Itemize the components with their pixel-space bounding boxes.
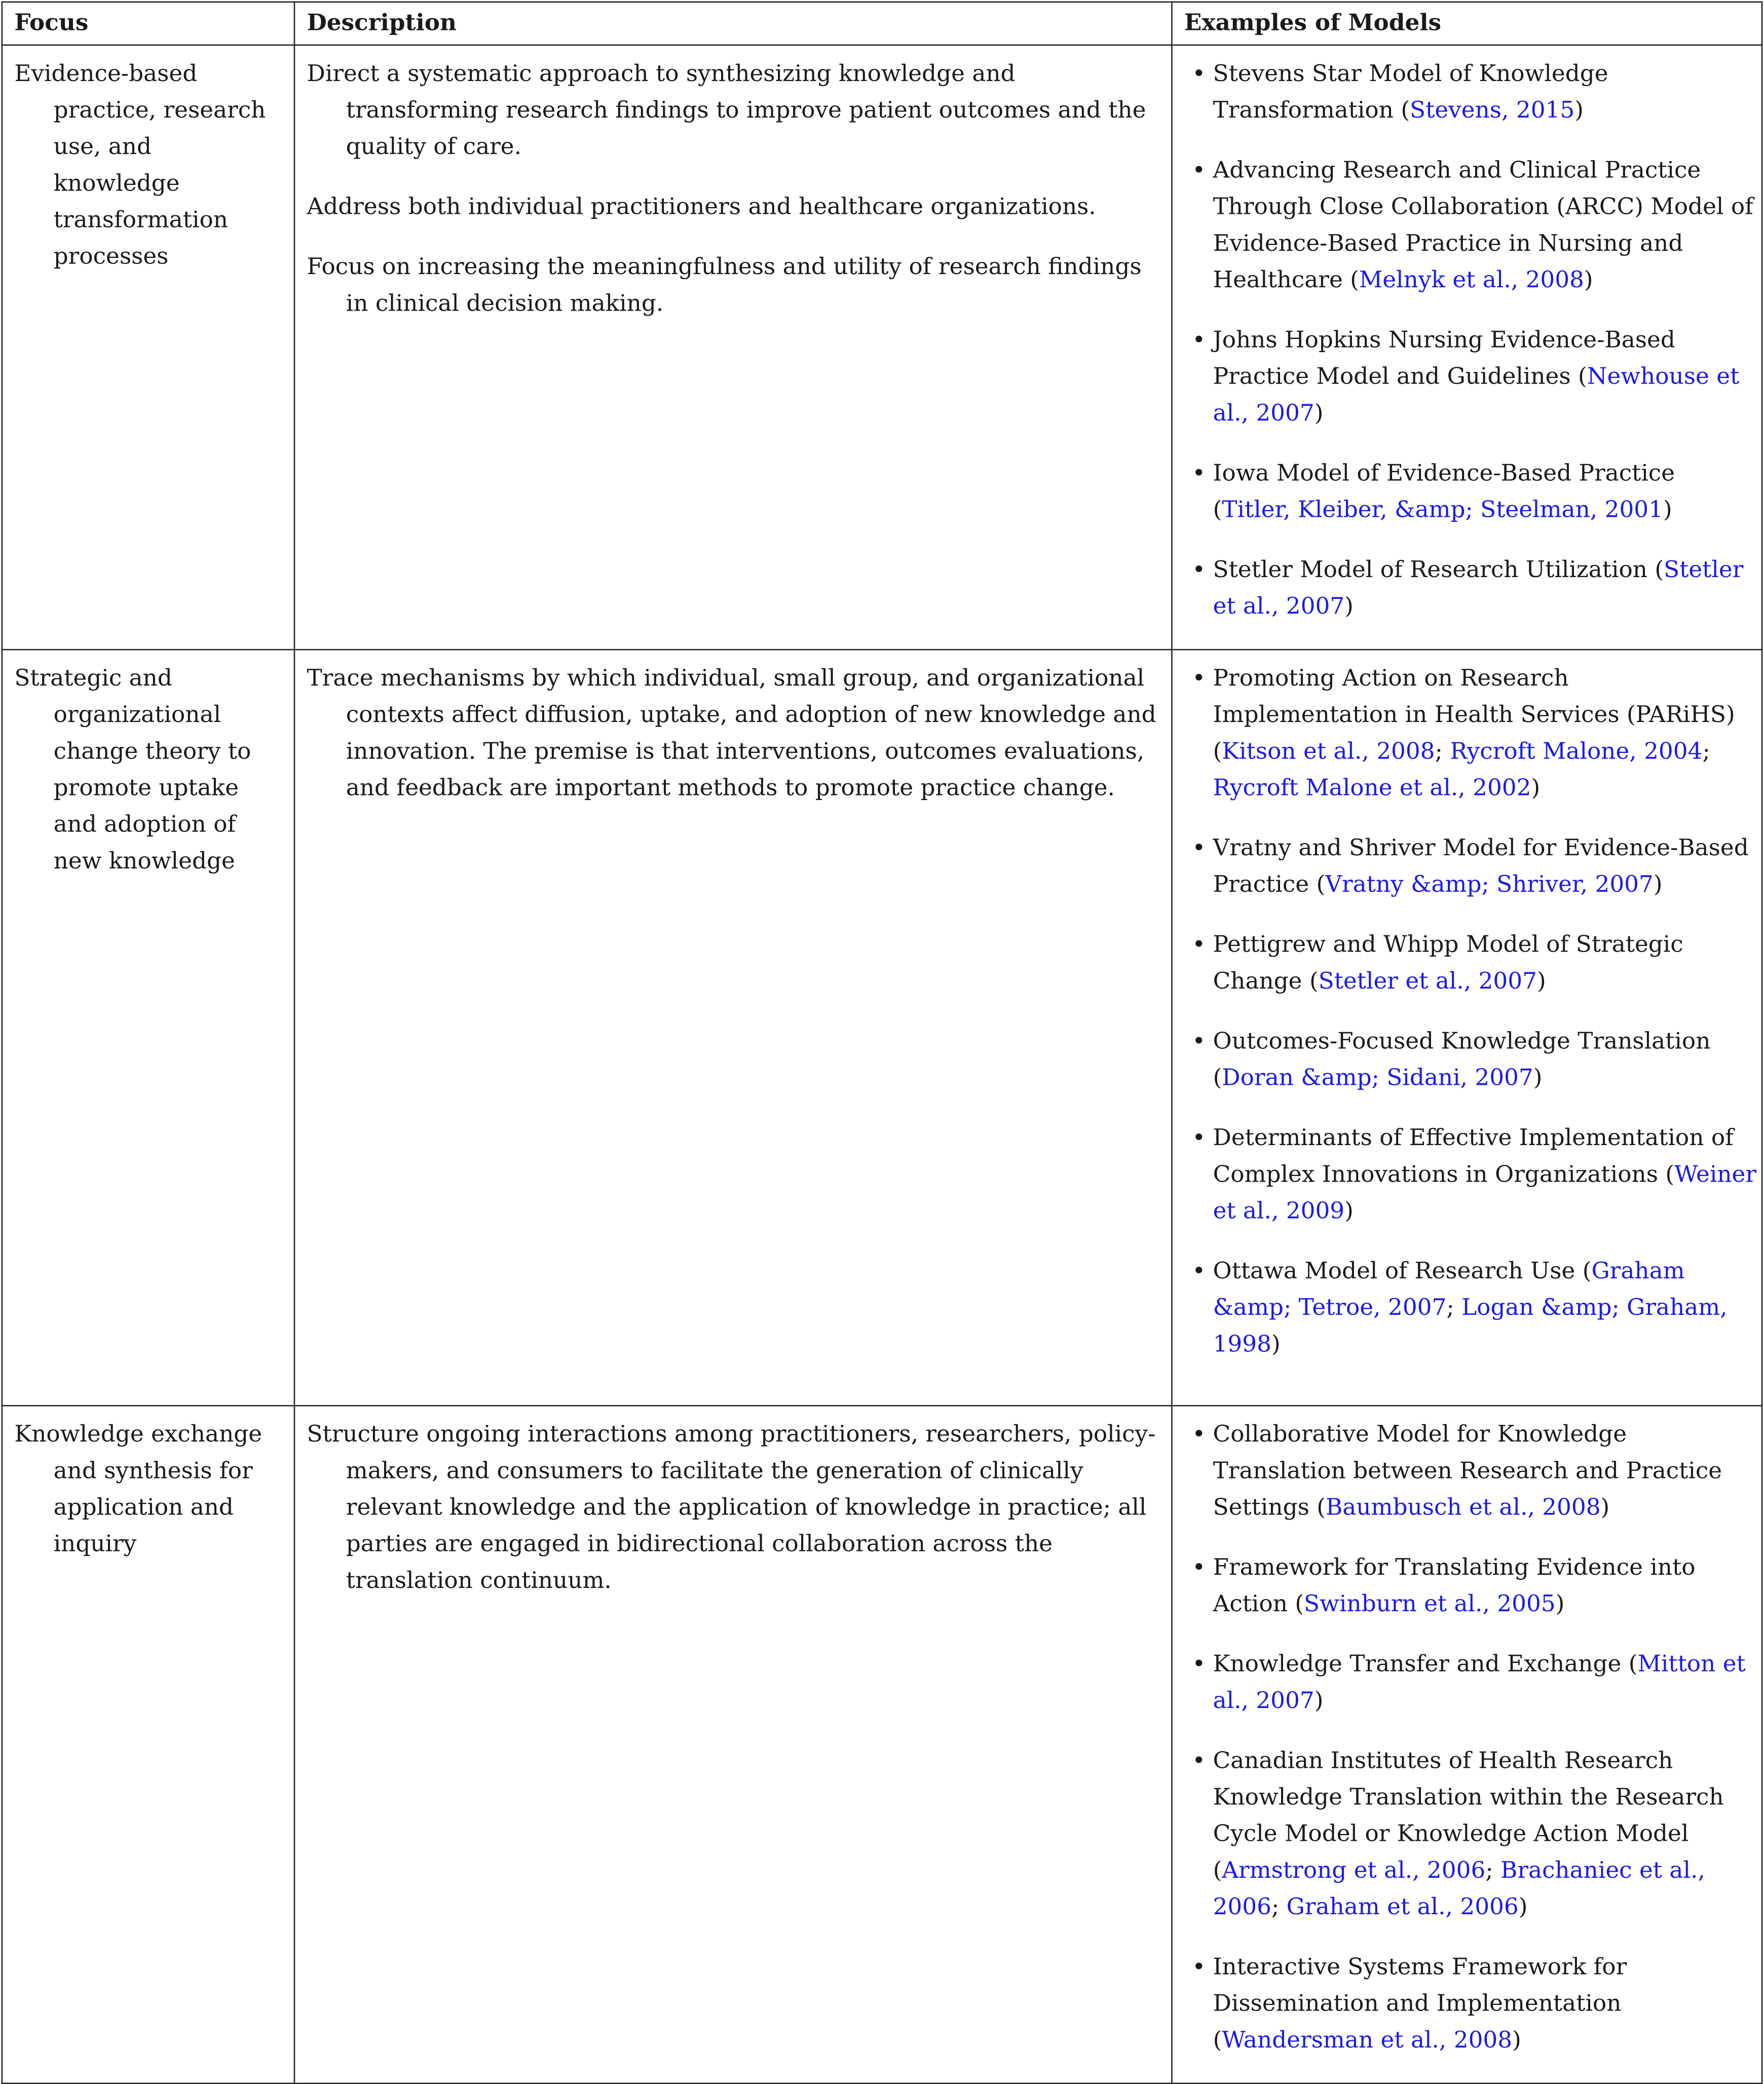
examples-cell <box>1172 650 1762 1406</box>
model-list-item: • Promoting Action on Research Implementation in Health Services (PARiHS) (Kitson et al., 2008; Rycroft Malone, 2004; Rycroft Malone et al., 2002) <box>1192 666 1735 802</box>
description-paragraph: Address both individual practitioners and healthcare organizations. <box>307 194 1096 221</box>
citation-link[interactable]: Wandersman et al., 2008 <box>1222 2028 1513 2054</box>
model-list-item: • Pettigrew and Whipp Model of Strategic Change (Stetler et al., 2007) <box>1192 932 1683 995</box>
table-row <box>2 45 1762 650</box>
table-row <box>2 650 1762 1406</box>
model-name: Framework for Translating Evidence into Action <box>1213 1555 1696 1618</box>
model-name: Advancing Research and Clinical Practice Through Close Collaboration (ARCC) Model of Evidence-Based Practice in Nursing and Healthcare <box>1213 158 1753 294</box>
model-list-item: • Advancing Research and Clinical Practice Through Close Collaboration (ARCC) Model of Evidence-Based Practice in Nursing and Healthcare (Melnyk et al., 2008) <box>1192 158 1753 294</box>
citation-link[interactable]: Titler, Kleiber, &amp; Steelman, 2001 <box>1222 497 1663 524</box>
model-list-item: • Stetler Model of Research Utilization (Stetler et al., 2007) <box>1192 557 1744 621</box>
description-cell <box>294 45 1172 650</box>
description-paragraph: Focus on increasing the meaningfulness and utility of research findings in clinical decision making. <box>307 254 1142 318</box>
description-paragraph: Trace mechanisms by which individual, small group, and organizational contexts affect diffusion, uptake, and adoption of new knowledge and innovation. The premise is that interventions, outcomes evaluations, and feedback are important methods to promote practice change. <box>307 666 1156 802</box>
citation-link[interactable]: Logan &amp; Graham, 1998 <box>1213 1295 1728 1358</box>
model-list-item: • Ottawa Model of Research Use (Graham &amp; Tetroe, 2007; Logan &amp; Graham, 1998) <box>1192 1259 1728 1358</box>
focus-text: Evidence-based practice, research use, and knowledge transformation processes <box>14 61 266 271</box>
model-list-item: • Framework for Translating Evidence into Action (Swinburn et al., 2005) <box>1192 1555 1696 1618</box>
header-examples: Examples of Models <box>1172 2 1762 45</box>
description-paragraph: Direct a systematic approach to synthesizing knowledge and transforming research findings to improve patient outcomes and the quality of care. <box>307 61 1146 161</box>
model-list-item: • Collaborative Model for Knowledge Translation between Research and Practice Settings (Baumbusch et al., 2008) <box>1192 1422 1722 1522</box>
model-list-item: • Knowledge Transfer and Exchange (Mitton et al., 2007) <box>1192 1652 1746 1715</box>
citation-link[interactable]: Newhouse et al., 2007 <box>1213 364 1740 427</box>
model-name: Promoting Action on Research Implementation in Health Services (PARiHS) <box>1213 666 1735 729</box>
citation-link[interactable]: Stevens, 2015 <box>1410 98 1575 124</box>
model-list-item: • Determinants of Effective Implementation of Complex Innovations in Organizations (Weiner et al., 2009) <box>1192 1125 1757 1225</box>
model-list <box>1174 56 1758 626</box>
model-list-item: • Johns Hopkins Nursing Evidence-Based Practice Model and Guidelines (Newhouse et al., 2007) <box>1192 327 1740 427</box>
citation-link[interactable]: Swinburn et al., 2005 <box>1304 1592 1556 1618</box>
citation-link[interactable]: Doran &amp; Sidani, 2007 <box>1222 1065 1533 1092</box>
focus-cell <box>2 45 294 650</box>
model-list-item: • Iowa Model of Evidence-Based Practice (Titler, Kleiber, &amp; Steelman, 2001) <box>1192 461 1675 524</box>
citation-link[interactable]: Stetler et al., 2007 <box>1318 969 1537 995</box>
header-row <box>2 2 1762 45</box>
citation-link[interactable]: Graham &amp; Tetroe, 2007 <box>1213 1259 1685 1322</box>
model-name: Pettigrew and Whipp Model of Strategic Change <box>1213 932 1683 995</box>
model-list-item: • Interactive Systems Framework for Dissemination and Implementation (Wandersman et al., 2008) <box>1192 1954 1627 2054</box>
citation-link[interactable]: Melnyk et al., 2008 <box>1359 268 1584 294</box>
model-list <box>1174 661 1758 1363</box>
citation-link[interactable]: Kitson et al., 2008 <box>1222 739 1435 766</box>
model-name: Ottawa Model of Research Use <box>1213 1259 1575 1285</box>
table-row <box>2 1406 1762 2083</box>
examples-cell <box>1172 1406 1762 2083</box>
model-name: Interactive Systems Framework for Dissemination and Implementation <box>1213 1954 1627 2018</box>
focus-text: Knowledge exchange and synthesis for application and inquiry <box>14 1422 262 1558</box>
model-name: Knowledge Transfer and Exchange <box>1213 1652 1622 1678</box>
model-name: Outcomes-Focused Knowledge Translation <box>1213 1029 1711 1055</box>
description-paragraph: Structure ongoing interactions among practitioners, researchers, policy-makers, and consumers to facilitate the generation of clinically relevant knowledge and the application of knowledge in practice; all parties are engaged in bidirectional collaboration across the translation continuum. <box>307 1422 1156 1595</box>
model-name: Iowa Model of Evidence-Based Practice <box>1213 461 1675 487</box>
citation-link[interactable]: Rycroft Malone et al., 2002 <box>1213 775 1531 802</box>
citation-link[interactable]: Brachaniec et al., 2006 <box>1213 1858 1705 1921</box>
model-name: Stetler Model of Research Utilization <box>1213 557 1647 584</box>
model-list-item: • Vratny and Shriver Model for Evidence-Based Practice (Vratny &amp; Shriver, 2007) <box>1192 836 1749 899</box>
focus-cell <box>2 1406 294 2083</box>
model-name: Vratny and Shriver Model for Evidence-Based Practice <box>1213 836 1749 899</box>
citation-link[interactable]: Rycroft Malone, 2004 <box>1450 739 1703 766</box>
model-list-item: • Outcomes-Focused Knowledge Translation (Doran &amp; Sidani, 2007) <box>1192 1029 1711 1092</box>
citation-link[interactable]: Mitton et al., 2007 <box>1213 1652 1746 1715</box>
citation-link[interactable]: Baumbusch et al., 2008 <box>1325 1495 1601 1522</box>
citation-link[interactable]: Vratny &amp; Shriver, 2007 <box>1325 872 1654 899</box>
model-name: Stevens Star Model of Knowledge Transformation <box>1213 61 1608 124</box>
model-name: Johns Hopkins Nursing Evidence-Based Practice Model and Guidelines <box>1213 327 1675 391</box>
model-name: Determinants of Effective Implementation of Complex Innovations in Organizations <box>1213 1125 1734 1189</box>
description-cell <box>294 650 1172 1406</box>
header-description: Description <box>294 2 1172 45</box>
description-cell <box>294 1406 1172 2083</box>
examples-cell <box>1172 45 1762 650</box>
citation-link[interactable]: Stetler et al., 2007 <box>1213 557 1744 621</box>
citation-link[interactable]: Weiner et al., 2009 <box>1213 1162 1757 1225</box>
model-list-item: • Canadian Institutes of Health Research Knowledge Translation within the Research Cycle Model or Knowledge Action Model (Armstrong et al., 2006; Brachaniec et al., 2006; Graham et al., 2006) <box>1192 1748 1724 1921</box>
model-list <box>1174 1417 1758 2059</box>
model-name: Canadian Institutes of Health Research Knowledge Translation within the Research Cycle Model or Knowledge Action Model <box>1213 1748 1724 1848</box>
citation-link[interactable]: Armstrong et al., 2006 <box>1222 1858 1486 1884</box>
model-name: Collaborative Model for Knowledge Translation between Research and Practice Settings <box>1213 1422 1722 1522</box>
focus-text: Strategic and organizational change theory to promote uptake and adoption of new knowledge <box>14 666 251 875</box>
model-list-item: • Stevens Star Model of Knowledge Transformation (Stevens, 2015) <box>1192 61 1608 124</box>
header-focus: Focus <box>2 2 294 45</box>
models-table <box>2 2 1763 2084</box>
citation-link[interactable]: Graham et al., 2006 <box>1286 1894 1519 1921</box>
focus-cell <box>2 650 294 1406</box>
